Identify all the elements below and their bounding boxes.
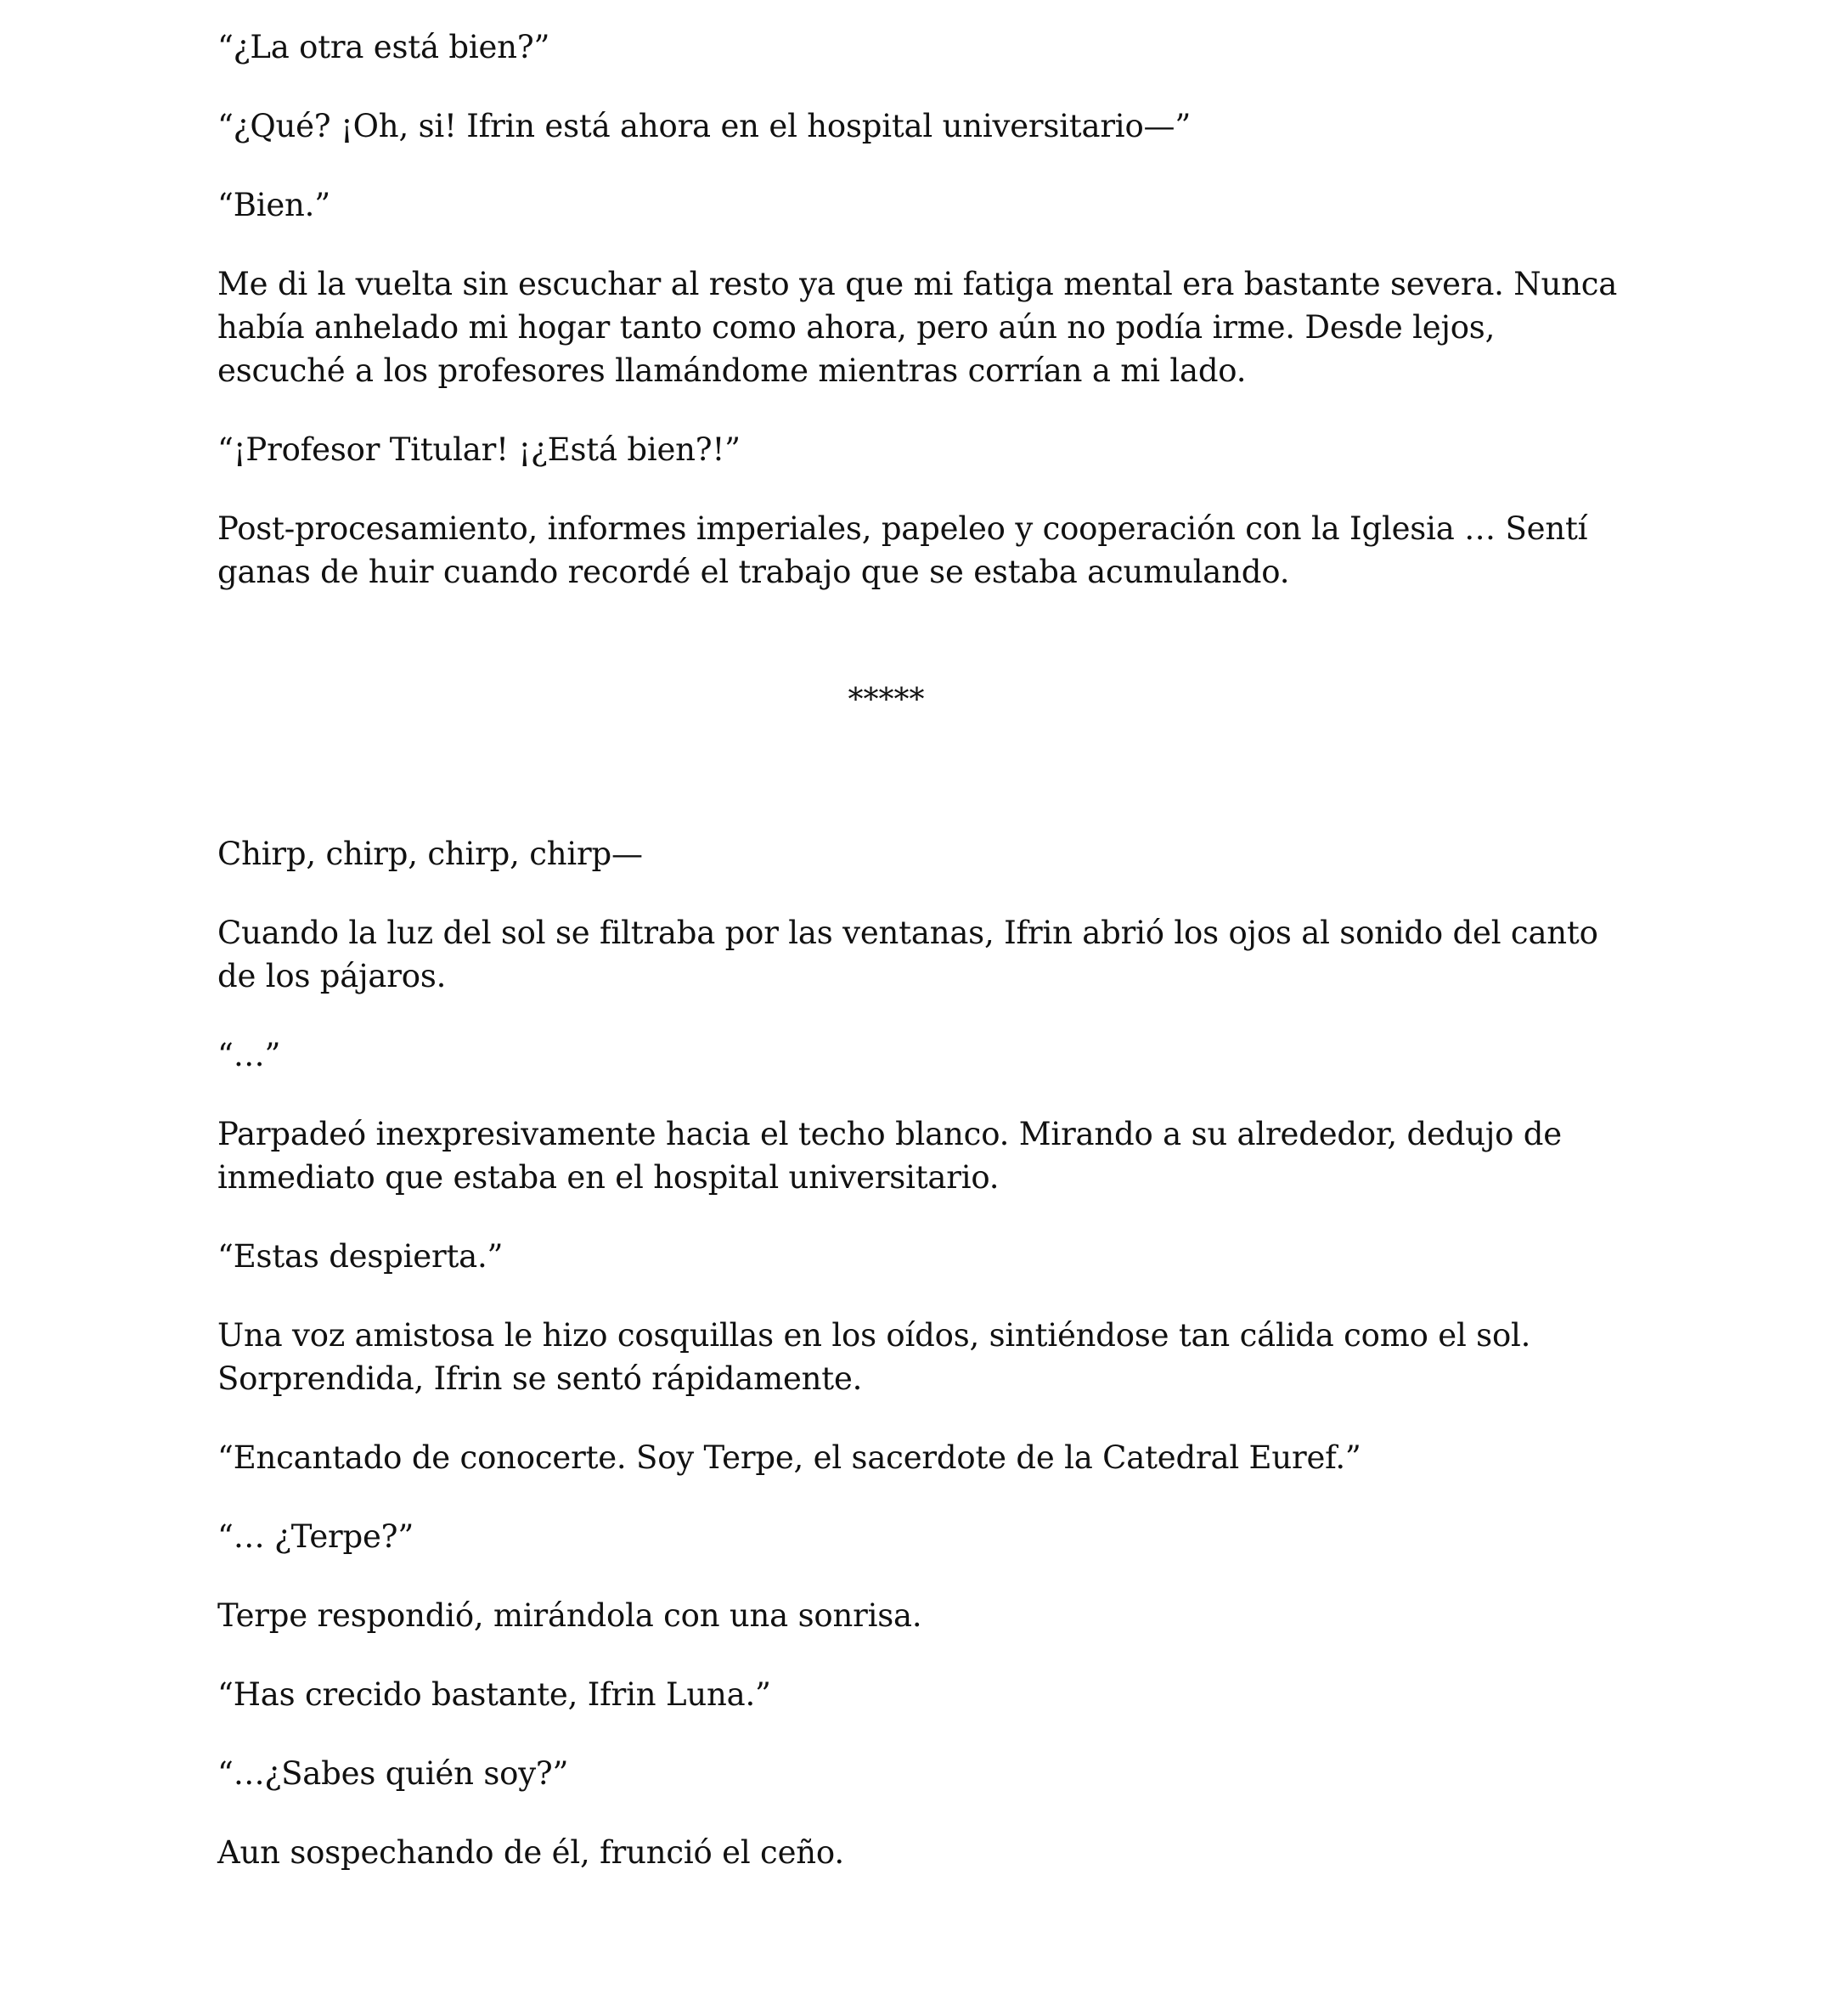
paragraph: Aun sospechando de él, frunció el ceño. <box>217 1834 844 1871</box>
paragraph: Chirp, chirp, chirp, chirp— <box>217 836 643 872</box>
paragraph: “… ¿Terpe?” <box>217 1518 414 1555</box>
paragraph: Terpe respondió, mirándola con una sonrisa. <box>217 1597 922 1634</box>
paragraph: Post-procesamiento, informes imperiales, papeleo y cooperación con la Iglesia … Sentí ganas de huir cuando recordé el trabajo que se estaba acumulando. <box>217 510 1588 590</box>
scene-separator: ***** <box>848 683 925 718</box>
paragraph: “Has crecido bastante, Ifrin Luna.” <box>217 1676 771 1713</box>
paragraph: Cuando la luz del sol se filtraba por las ventanas, Ifrin abrió los ojos al sonido del canto de los pájaros. <box>217 915 1598 994</box>
paragraph: Me di la vuelta sin escuchar al resto ya que mi fatiga mental era bastante severa. Nunca había anhelado mi hogar tanto como ahora, pero aún no podía irme. Desde lejos, escuché a los profesores llamándome mientras corrían a mi lado. <box>217 266 1618 389</box>
paragraph: “Estas despierta.” <box>217 1238 504 1275</box>
paragraph: “¡Profesor Titular! ¡¿Está bien?!” <box>217 431 741 468</box>
paragraph: “¿Qué? ¡Oh, si! Ifrin está ahora en el hospital universitario—” <box>217 108 1192 144</box>
paragraph: “…¿Sabes quién soy?” <box>217 1755 569 1792</box>
paragraph: “…” <box>217 1037 281 1073</box>
paragraph: “¿La otra está bien?” <box>217 29 550 65</box>
paragraph: “Encantado de conocerte. Soy Terpe, el sacerdote de la Catedral Euref.” <box>217 1439 1361 1476</box>
document-page <box>217 25 1627 1910</box>
paragraph: Una voz amistosa le hizo cosquillas en los oídos, sintiéndose tan cálida como el sol. Sorprendida, Ifrin se sentó rápidamente. <box>217 1317 1531 1397</box>
paragraph: Parpadeó inexpresivamente hacia el techo blanco. Mirando a su alrededor, dedujo de inmediato que estaba en el hospital universitario. <box>217 1116 1562 1196</box>
paragraph: “Bien.” <box>217 187 330 223</box>
